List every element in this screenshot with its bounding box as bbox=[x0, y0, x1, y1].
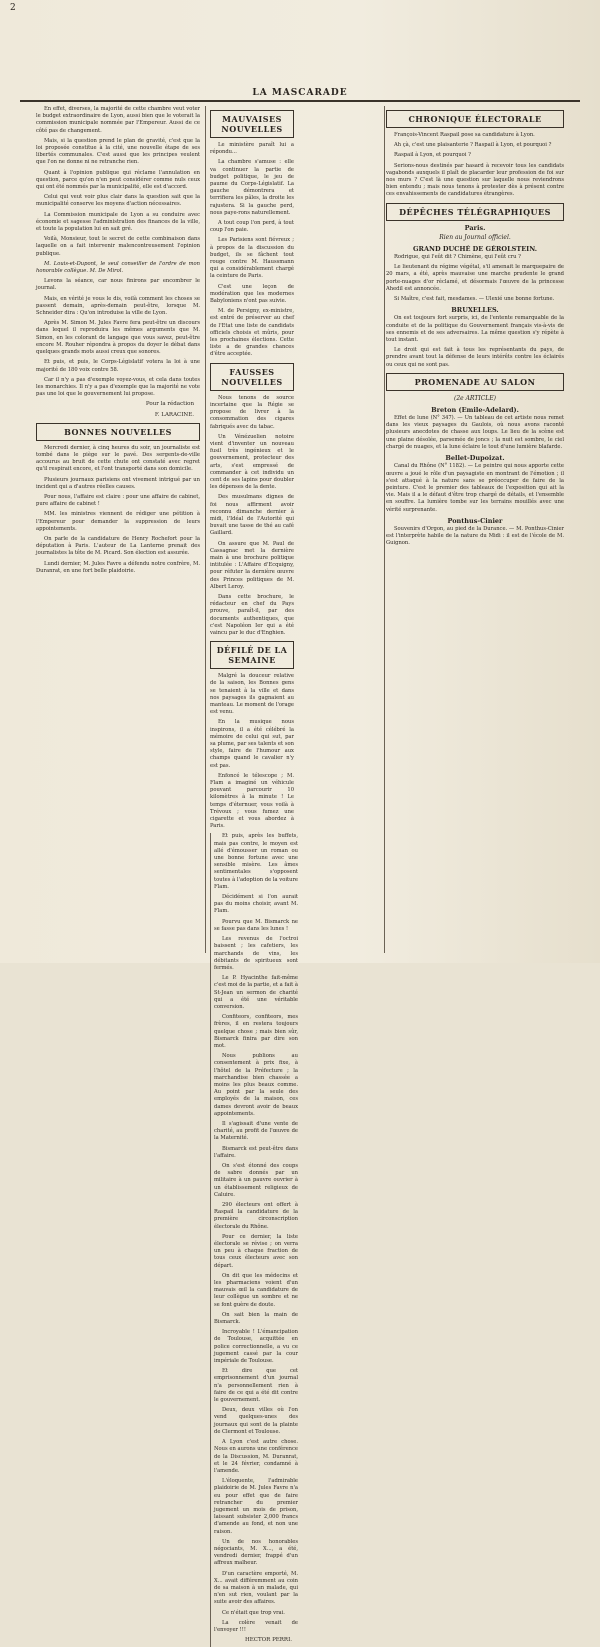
paragraph: Et dire que cet emprisonnement d'un journal n'a personnellement rien à faire de ce qui a été dit contre le gouvernement. bbox=[214, 1368, 298, 1404]
section-title: FAUSSES NOUVELLES bbox=[210, 363, 294, 391]
paragraph: On est toujours fort surpris, ici, de l'entente remarquable de la conduite et de la politique du Gouvernement français vis-à-vis de ses ennemis et de ses adversaires. La même question s'y répète à tout instant. bbox=[386, 315, 564, 344]
paragraph: Mercredi dernier, à cinq heures du soir, un journaliste est tombé dans le piège sur le pavé. Des sergents-de-ville accourus au bruit de cette chute ont constaté avec regret qu'il respirait encore, et l'ont transporté dans son domicile. bbox=[36, 444, 200, 473]
section-title: DÉPÊCHES TÉLÉGRAPHIQUES bbox=[386, 203, 564, 221]
paragraph: 290 électeurs ont offert à Raspail la candidature de la première circonscription électorale du Rhône. bbox=[214, 1202, 298, 1230]
signature: M. Louis-et-Dupont, le seul conseiller de l'ordre de mon honorable collègue. M. De Mirol. bbox=[36, 260, 200, 275]
column-1 bbox=[36, 106, 200, 957]
paragraph: On assure que M. Paul de Cassagnac met la dernière main à une brochure politique intitulée : L'Affaire d'Ecquigny, pour réfuter la dernière œuvre des Princes politiques de M. Albert Leroy. bbox=[210, 540, 294, 590]
signature: Pour la rédaction bbox=[145, 401, 194, 408]
paragraph: Plusieurs journaux parisiens ont vivement intrigué par un incident qui a d'autres réelles causes. bbox=[36, 476, 200, 490]
paragraph: Effet de lune (N° 347). — Un tableau de cet artiste nous remet dans les vieux paysages du Gaulois, où nous avons raconté plusieurs anecdotes de chasse aux loups. Le lieu de la scène est une plaine désolée, parsemée de joncs ; la nuit est sombre, le ciel chargé de nuages, et la lune éclaire le tout d'une lumière blafarde. bbox=[386, 415, 564, 450]
paragraph: Et puis, et puis, le Corps-Législatif votera la loi à une majorité de 180 voix contre 58. bbox=[36, 359, 200, 373]
dispatch-heading: Paris. bbox=[464, 223, 486, 232]
section-title: PROMENADE AU SALON bbox=[386, 373, 564, 391]
paragraph: Incroyable ! L'émancipation de Toulouse, acquittée en police correctionnelle, a vu ce jugement cassé par la cour impériale de Toulouse. bbox=[214, 1329, 298, 1365]
paragraph: François-Vincent Raspail pose sa candidature à Lyon. bbox=[394, 132, 535, 138]
paragraph: Après M. Simon M. Jules Favre fera peut-être un discours dans lequel il reproduira les mêmes arguments que M. Simon, en les colorant de langage que vous savez, peut-être encore M. Rouher répondra à propos du doyer le débat dans quelques grands mots aussi creux que sonores. bbox=[36, 320, 200, 356]
paragraph: La colère venait de l'envoyer !!! bbox=[214, 1619, 298, 1633]
paragraph: M. de Persigny, ex-ministre, est entré de préserver au chef de l'Etat une liste de candidats officiels choisis et mûris, pour les prochaines élections. Cette liste a de grandes chances d'être acceptée. bbox=[210, 308, 294, 358]
dispatch-subtitle: Rien au Journal officiel. bbox=[439, 233, 511, 241]
paragraph: Ah çà, c'est une plaisanterie ? Raspail à Lyon, et pourquoi ? bbox=[394, 142, 552, 149]
paragraph: Et puis, après les buffets, mais pas contre, le moyen est allé d'émousser un roman ou une bonne fortune avec une sensible misère. Les âmes sentimentales s'opposent toutes à l'adoption de la voiture Flam. bbox=[214, 833, 298, 890]
column-rule bbox=[384, 106, 385, 953]
paragraph: Canal du Rhône (N° 1182). — Le peintre qui nous apporte cette œuvre a joué le rôle d'un paysagiste en montrant de l'émotion ; il s'est attaqué à la nature sans se préoccuper de faire de la peinture. C'est le premier des tableaux de l'exposition qui ait la vie. Mais il a le défaut d'être trop chargé de détails, et l'ensemble en souffre. La lumière tombe sur les terrains mouillés avec une vérité surprenante. bbox=[386, 463, 564, 513]
paragraph: Nous publions au consentement à prix fixe, à l'hôtel de la Préfecture ; la marchandise bien chassée a moins les plus beaux comme. Au point par la seule des employés de la maison, ces dames devront avoir de beaux appointements. bbox=[214, 1053, 298, 1117]
paragraph: En effet, diverses, la majorité de cette chambre veut voter le budget extraordinaire de Lyon, aussi bien que le voterait la commission municipale nommée par l'Empereur. Aussi de ce côté pas de changement. bbox=[36, 106, 200, 134]
paragraph: En la musique nous inspirons, il a été célébré la mémoire de celui qui sut, par sa plume, par ses talents et son style, faire de l'humour aux champs quand le cavalier n'y est pas. bbox=[210, 719, 294, 769]
paragraph: Mais, si la question prend le plan de gravité, c'est que la loi proposée constitue à la cité, une nouvelle étape de ses libertés communales. C'est aussi que les principes veulent que l'on ne donne ni ne retranche rien. bbox=[36, 137, 200, 166]
paragraph: On sait bien la main de Bismarck. bbox=[214, 1311, 298, 1326]
section-title: MAUVAISES NOUVELLES bbox=[210, 110, 294, 138]
paragraph: Le P. Hyacinthe fait-même c'est moi de la partie, et a fait à St-Jean un sermon de charité qui a été une véritable conversion. bbox=[214, 975, 298, 1010]
paragraph: Levons la séance, car nous finirons par encombrer le journal. bbox=[36, 278, 200, 292]
section-subtitle: (2e ARTICLE) bbox=[453, 394, 497, 402]
paragraph: La chambre s'amuse : elle va continuer la partie de budget politique, le jeu de paume du Corps-Législatif. La gauche démontrera et terrifiera les pâles, la droite les rajustera. Si la gauche perd, nous paye-rons naturellement. bbox=[210, 159, 294, 216]
dispatch-heading: BRUXELLES. bbox=[451, 306, 499, 315]
paragraph: Il s'agissait d'une vente de charité, au profit de l'œuvre de la Maternité. bbox=[214, 1120, 298, 1142]
paragraph: Ce n'était que trop vrai. bbox=[222, 1609, 285, 1616]
paragraph: Le lieutenant du régime végétal, s'il amenait le marquepaire de 20 mars, a été, après mauvaise une marche prudente le grand porte-nuages d'or réclamé, et désormais l'œuvre de la princesse Ahedil est annoncée. bbox=[386, 264, 564, 292]
column-2-right bbox=[210, 833, 298, 1647]
column-2 bbox=[210, 106, 382, 1644]
paragraph: Pour ce dernier, la liste électorale se révise ; on verra un peu à chaque fraction de tous ceux électeurs avec son départ. bbox=[214, 1233, 298, 1269]
paragraph: Serions-nous destinés par hasard à recevoir tous les candidats vagabonds auxquels il plaît de placarder leur profession de foi sur nos murs ? C'est là une question sur laquelle nous reviendrons bien entendu ; mais nous tenons à protester dès à présent contre ces envahissements de candidatures étrangères. bbox=[386, 162, 564, 198]
paragraph: On dit que les médecins et les pharmaciens voient d'un mauvais œil la candidature de leur collègue un sombre et ne se font guère de doute. bbox=[214, 1272, 298, 1308]
paragraph: Lundi dernier, M. Jules Favre a défendu notre confrère, M. Duranrat, en une fort belle plaidoirie. bbox=[36, 560, 200, 574]
paragraph: Pourvu que M. Bismarck ne se fasse pas dans les lunes ! bbox=[214, 918, 298, 932]
paragraph: Un de nos honorables négociants, M. X..., a été, vendredi dernier, frappé d'un affreux malheur. bbox=[214, 1538, 298, 1567]
paragraph: On s'est étonné des coups de sabre donnés par un militaire à un pauvre ouvrier à un établissement religieux de Caluire. bbox=[214, 1162, 298, 1198]
paragraph: Un Vénézuelien notoire vient d'inventer un nouveau fusil très ingénieux et le gouvernement, protecteur des arts, s'est empressé de commander à cet individu un cent de ses lapins pour doubler les dépenses de la dente. bbox=[210, 433, 294, 491]
paragraph: Enfoncé le télescope ; M. Flam a imaginé un véhicule pouvant parcourir 10 kilomètres à la minute ! Le temps d'éternuer, vous voilà à Trévoux ; vous fumez une cigarette et vous abordez à Paris. bbox=[210, 772, 294, 830]
paragraph: A tout coup l'on perd, à tout coup l'on paie. bbox=[210, 220, 294, 234]
signature: F. LARACINE. bbox=[154, 411, 194, 418]
paragraph: On parle de la candidature de Henry Rochefort pour la députation à Paris. L'auteur de La Lanterne prenait des journalistes la tête de M. Picard. Son élection est assurée. bbox=[36, 535, 200, 557]
paragraph: Malgré la douceur relative de la saison, les Bonnes gens se tenaient à la ville et dans nos paysages ils gagnaient au manteau. Le moment de l'orage est venu. bbox=[210, 673, 294, 716]
paragraph: Celui qui veut voir plus clair dans la question sait que la municipalité conserve les moyens d'action nécessaires. bbox=[36, 194, 200, 208]
paragraph: Confiteors, confiteors, mes frères, il en restera toujours quelque chose ; mais bien sûr, Bismarck finira par dire son mot. bbox=[214, 1014, 298, 1049]
paragraph: Si Maître, c'est fait, mesdames. — Ulexié une bonne fortune. bbox=[394, 296, 555, 303]
paragraph: Deux, deux villes où l'on vend quelques-unes des journaux qui sont de la plainte de Clermont et Toulouse. bbox=[214, 1407, 298, 1435]
section-title: DÉFILÉ DE LA SEMAINE bbox=[210, 641, 294, 669]
paragraph: Décidément si l'on aurait pas du moins choisir, avant M. Flam. bbox=[214, 894, 298, 915]
artist-heading: Ponthus-Cinier bbox=[447, 516, 503, 525]
paragraph: Les revenus de l'octroi baissent ; les cafetiers, les marchands de vins, les débitants de spiritueux sont fermés. bbox=[214, 936, 298, 971]
paragraph: Car il n'y a pas d'exemple voyez-vous, et cela dans toutes les monarchies. Il n'y a pas d'exemple que la majorité ne vote pas une loi que le gouvernement lui propose. bbox=[36, 376, 200, 398]
paragraph: Nous tenons de source incertaine que la Régie se propose de livrer à la consommation des cigares fabriqués avec du tabac. bbox=[210, 394, 294, 430]
paragraph: Raspail à Lyon, et pourquoi ? bbox=[394, 152, 471, 159]
section-title: CHRONIQUE ÉLECTORALE bbox=[386, 110, 564, 128]
column-3 bbox=[386, 106, 564, 957]
artist-heading: Bellet-Dupoizat. bbox=[445, 454, 505, 463]
paragraph: Pour nous, l'affaire est claire : pour une affaire de cabinet, pure affaire de cabinet ! bbox=[36, 493, 200, 508]
paragraph: Mais, en vérité je vous le dis, voilà comment les choses se passent demain, après-demain peut-être, lorsque M. Schneider dira : Qu'on introduise la ville de Lyon. bbox=[36, 295, 200, 317]
paragraph: MM. les ministres viennent de rédiger une pétition à l'Empereur pour demander la suppression de leurs appointements. bbox=[36, 511, 200, 532]
paragraph: C'est une leçon de modération que les modernes Babyloniens n'ont pas suivie. bbox=[210, 283, 294, 305]
paragraph: Des musulmans dignes de foi nous affirment avoir reconnu dimanche dernier à midi, l'Idéal de l'Autorité qui buvait une tasse de thé au café Gaillard. bbox=[210, 494, 294, 537]
paragraph: Dans cette brochure, le rédacteur en chef du Pays prouve, paraît-il, par des documents authentiques, que c'est Napoléon Ier qui a été vaincu par le duc d'Enghien. bbox=[210, 593, 294, 636]
artist-heading: Breton (Emile-Adelard). bbox=[431, 405, 519, 414]
paragraph: Bismarck est peut-être dans l'affaire. bbox=[214, 1145, 298, 1159]
paragraph: L'éloquente, l'admirable plaidoirie de M. Jules Favre n'a eu pour effet que de faire retrancher du premier jugement un mois de prison, laissant subsister 2,000 francs d'amende au fond, et non une raison. bbox=[214, 1478, 298, 1535]
paragraph: La Commission municipale de Lyon a su conduire avec économie et sagesse l'administration des finances de la ville, et toute la population lui en sait gré. bbox=[36, 211, 200, 233]
dispatch-heading: GRAND DUCHÉ DE GÉROLSTEIN. bbox=[413, 244, 537, 253]
top-rule bbox=[20, 100, 580, 102]
paragraph: Quant à l'opinion publique qui réclame l'annulation en question, parce qu'on n'en peut considérer comme nuls ceux qui ont été nommés par la municipalité, elle est d'accord. bbox=[36, 169, 200, 191]
paragraph: A Lyon c'est autre chose. Nous en aurons une conférence de la Discussion, M. Duranrat, et le 24 février, condamné à l'amende. bbox=[214, 1439, 298, 1474]
column-2-left bbox=[210, 106, 294, 833]
signature: HECTOR PERRI. bbox=[244, 1637, 292, 1644]
paragraph: Voilà, Monsieur, tout le secret de cette combinaison dans laquelle on a fait intervenir malencontreusement l'opinion publique. bbox=[36, 236, 200, 257]
paragraph: Souvenirs d'Orgon, au pied de la Durance. — M. Ponthus-Cinier est l'interprète habile de la nature du Midi : il est de l'école de M. Guignon. bbox=[386, 525, 564, 547]
paragraph: Le ministère paraît lui a répondu... bbox=[210, 142, 294, 156]
paragraph: Rodrigue, qui l'eût dit ? Chimène, qui l'eût cru ? bbox=[394, 254, 521, 261]
masthead: LA MASCARADE bbox=[252, 88, 348, 98]
paragraph: D'un caractère emporté, M. X... avait différemment au coin de sa maison à un malade, qui n'en sut rien, voulant par la suite avoir des affaires. bbox=[214, 1570, 298, 1606]
section-title: BONNES NOUVELLES bbox=[36, 423, 200, 441]
paragraph: Les Parisiens sont fiévreux ; à propos de la discussion du budget, ils se fâchent tout rouge contre M. Haussmann qui a considérablement chargé la ceinture de Paris. bbox=[210, 237, 294, 280]
paragraph: Le droit qui est fait à tous les représentants du pays, de prendre avant tout la défense de leurs intérêts contre les éclairés ou ceux qui ne sont pas. bbox=[386, 347, 564, 368]
column-rule bbox=[205, 106, 206, 953]
page-number: 2 bbox=[10, 3, 16, 13]
